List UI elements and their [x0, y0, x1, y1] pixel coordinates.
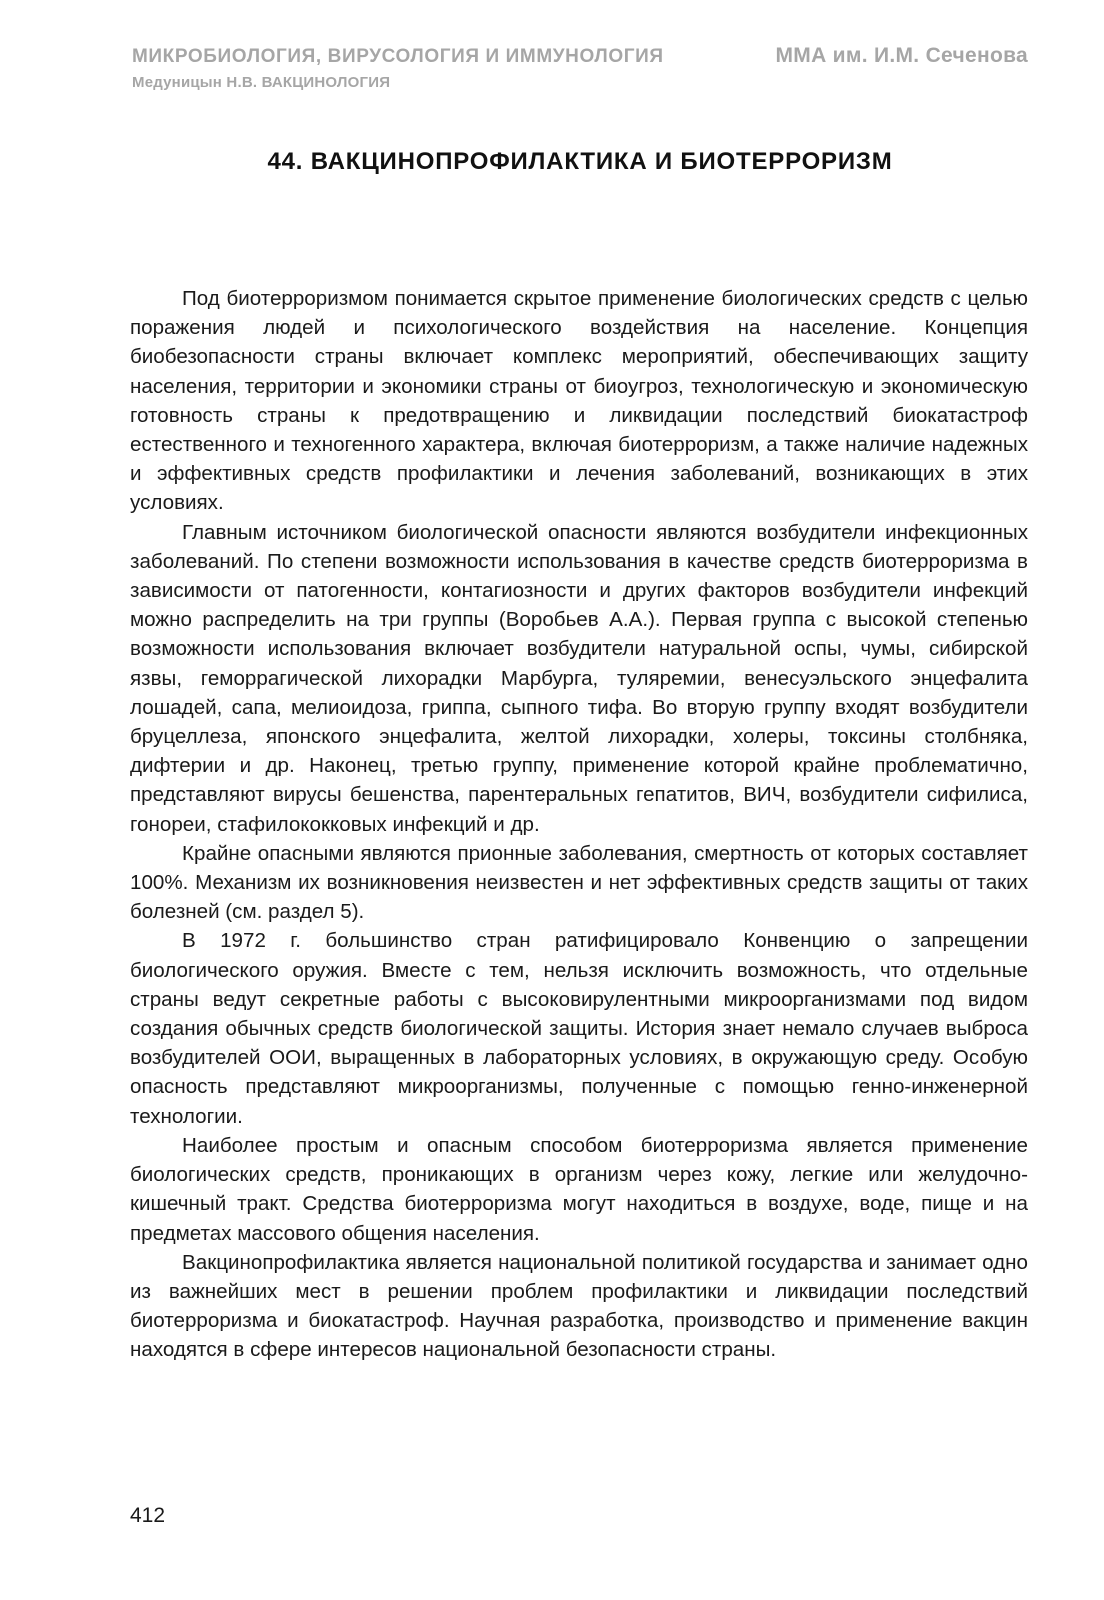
running-header-book: Медуницын Н.В. ВАКЦИНОЛОГИЯ: [132, 74, 391, 91]
running-header: [132, 44, 1028, 91]
running-header-institution: ММА им. И.М. Сеченова: [775, 44, 1028, 67]
chapter-title: 44. ВАКЦИНОПРОФИЛАКТИКА И БИОТЕРРОРИЗМ: [267, 148, 893, 176]
paragraph: Под биотерроризмом понимается скрытое применение биологических средств с целью поражения людей и психологического воздействия на население. Концепция биобезопасности страны включает комплекс мероприятий, обеспечивающих защиту населения, территории и экономики страны от биоугроз, технологическую и экономическую готовность страны к предотвращению и ликвидации последствий биокатастроф естественного и техногенного характера, включая биотерроризм, а также наличие надежных и эффективных средств профилактики и лечения заболеваний, возникающих в этих условиях.: [130, 287, 1028, 515]
paragraph: В 1972 г. большинство стран ратифицировало Конвенцию о запрещении биологического оружия. Вместе с тем, нельзя исключить возможность, что отдельные страны ведут секретные работы с высоковирулентными микроорганизмами под видом создания обычных средств биологической защиты. История знает немало случаев выброса возбудителей ООИ, выращенных в лабораторных условиях, в окружающую среду. Особую опасность представляют микроорганизмы, полученные с помощью генно-инженерной технологии.: [130, 929, 1028, 1128]
running-header-subject: МИКРОБИОЛОГИЯ, ВИРУСОЛОГИЯ И ИММУНОЛОГИЯ: [132, 46, 664, 67]
paragraph: Крайне опасными являются прионные заболевания, смертность от которых составляет 100%. Механизм их возникновения неизвестен и нет эффективных средств защиты от таких болезней (см. раздел 5).: [130, 841, 1028, 924]
page-number: 412: [130, 1504, 166, 1527]
paragraph: Наиболее простым и опасным способом биотерроризма является применение биологических средств, проникающих в организм через кожу, легкие или желудочно-кишечный тракт. Средства биотерроризма могут находиться в воздухе, воде, пище и на предметах массового общения населения.: [130, 1133, 1028, 1245]
paragraph: Главным источником биологической опасности являются возбудители инфекционных заболеваний. По степени возможности использования в качестве средств биотерроризма в зависимости от патогенности, контагиозности и других факторов возбудители инфекций можно распределить на три группы (Воробьев А.А.). Первая группа с высокой степенью возможности использования включает возбудители натуральной оспы, чумы, сибирской язвы, геморрагической лихорадки Марбурга, туляремии, венесуэльского энцефалита лошадей, сапа, мелиоидоза, гриппа, сыпного тифа. Во вторую группу входят возбудители бруцеллеза, японского энцефалита, желтой лихорадки, холеры, токсины столбняка, дифтерии и др. Наконец, третью группу, применение которой крайне проблематично, представляют вирусы бешенства, парентеральных гепатитов, ВИЧ, возбудители сифилиса, гонореи, стафилококковых инфекций и др.: [130, 520, 1028, 836]
running-header-top-row: [132, 44, 1028, 68]
body-text: [130, 284, 1028, 1365]
paragraph: Вакцинопрофилактика является национальной политикой государства и занимает одно из важнейших мест в решении проблем профилактики и ликвидации последствий биотерроризма и биокатастроф. Научная разработка, производство и применение вакцин находятся в сфере интересов национальной безопасности страны.: [130, 1250, 1028, 1362]
